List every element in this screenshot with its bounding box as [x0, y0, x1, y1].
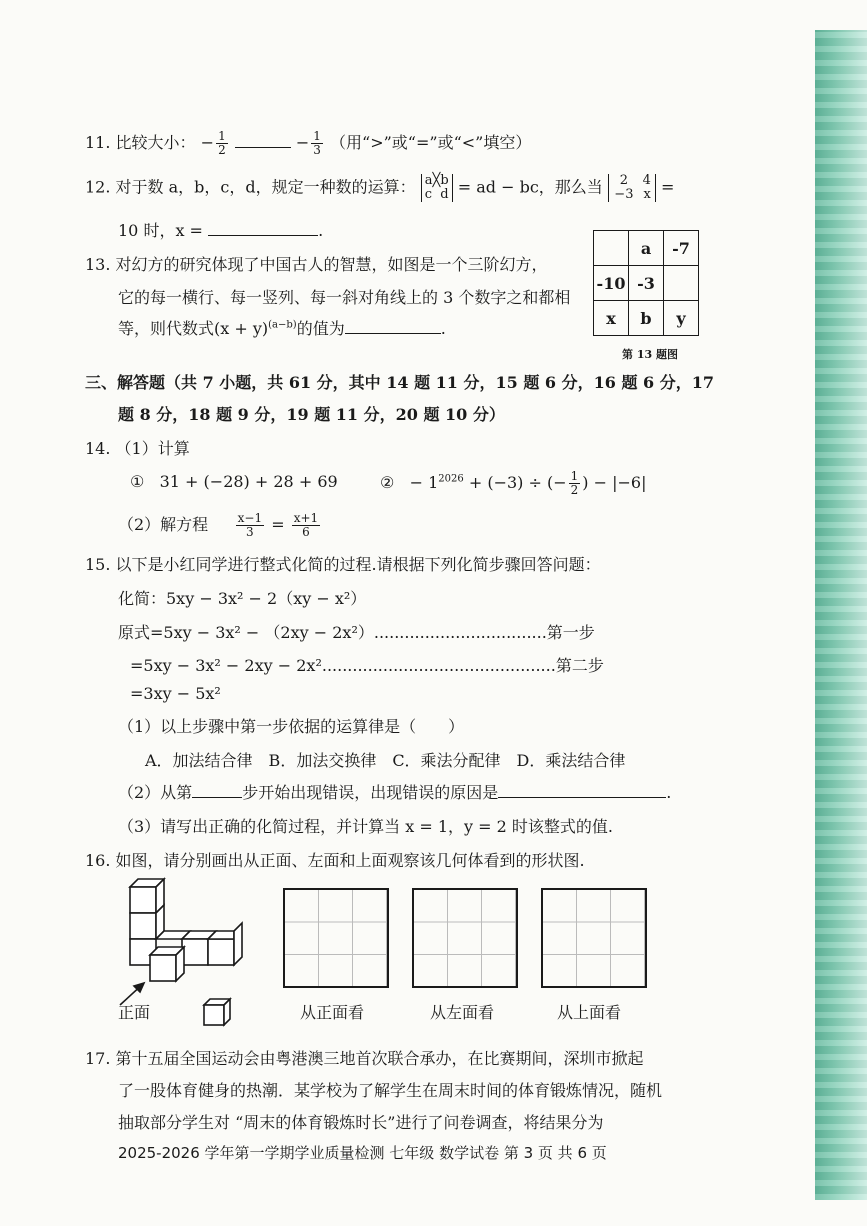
numerator: 1	[313, 129, 321, 143]
answer-blank[interactable]	[192, 797, 242, 798]
det-entry: b	[440, 173, 449, 188]
sub-question: （2）从第	[118, 783, 193, 802]
question-12	[85, 174, 674, 202]
period: .	[440, 319, 446, 338]
answer-blank[interactable]	[345, 333, 441, 334]
fill-instruction: （用“>”或“=”或“<”填空）	[330, 133, 532, 152]
circled-number: ①	[130, 472, 145, 491]
front-view-grid[interactable]	[283, 888, 389, 988]
math-expression: + (−3) ÷ (−	[468, 473, 567, 492]
magic-cell: x	[594, 301, 629, 336]
answer-blank[interactable]	[235, 147, 291, 148]
numerator: x+1	[293, 511, 319, 525]
question-13-line1	[85, 252, 548, 275]
step-line: =3xy − 5x²	[130, 684, 221, 703]
denominator: 2	[570, 483, 579, 497]
sub-question: （2）解方程	[118, 515, 209, 534]
denominator: 3	[246, 525, 254, 539]
denominator: 6	[302, 525, 310, 539]
det-entry: −3	[614, 187, 634, 202]
fraction	[216, 130, 228, 157]
det-entry: c	[424, 187, 433, 202]
sub-question-2	[118, 780, 671, 803]
magic-cell: -7	[664, 231, 699, 266]
question-text: 的值为	[296, 319, 345, 338]
question-text: 比较大小：	[115, 133, 196, 152]
question-17	[85, 1046, 644, 1069]
circled-number: ②	[380, 473, 395, 492]
expression-2	[380, 470, 646, 497]
answer-blank[interactable]	[498, 797, 666, 798]
top-view-grid[interactable]	[541, 888, 647, 988]
numerator: 1	[218, 129, 226, 143]
question-text: 等，则代数式(x + y)	[118, 319, 269, 338]
question-12-line2	[118, 218, 323, 241]
step-line: =5xy − 3x² − 2xy − 2x²..............................................第二步	[130, 656, 604, 675]
determinant-definition: a╳b c d	[421, 174, 453, 202]
section-heading-line2: 题 8 分，18 题 9 分，19 题 11 分，20 题 10 分）	[118, 405, 505, 424]
question-14-part2	[118, 512, 322, 539]
question-number: 11.	[85, 133, 111, 152]
magic-cell: a	[629, 231, 664, 266]
math-expression: 31 + (−28) + 28 + 69	[159, 472, 338, 491]
left-view-grid[interactable]	[412, 888, 518, 988]
question-text: = ad − bc，那么当	[457, 177, 603, 197]
question-14	[85, 436, 190, 459]
page-footer: 2025-2026 学年第一学期学业质量检测 七年级 数学试卷 第 3 页 共 6 页	[118, 1144, 607, 1162]
equals-sign: =	[660, 177, 675, 197]
sub-question: （1）计算	[115, 439, 190, 458]
question-text: 对幻方的研究体现了中国古人的智慧，如图是一个三阶幻方，	[115, 255, 548, 274]
question-15	[85, 552, 601, 575]
det-entry: d	[440, 187, 449, 202]
fraction	[236, 512, 264, 539]
minus-sign: −	[295, 133, 310, 152]
magic-cell: -3	[629, 266, 664, 301]
question-number: 14.	[85, 439, 111, 458]
minus-sign: −	[200, 133, 215, 152]
fraction	[311, 130, 323, 157]
question-number: 16.	[85, 851, 111, 870]
question-text: 以下是小红同学进行整式化简的过程.请根据下列化简步骤回答问题：	[115, 555, 601, 574]
exponent: (a−b)	[268, 319, 297, 331]
question-number: 17.	[85, 1049, 111, 1068]
period: .	[666, 783, 672, 802]
denominator: 3	[313, 143, 321, 157]
sub-question: （3）请写出正确的化简过程，并计算当 x = 1，y = 2 时该整式的值.	[118, 817, 614, 836]
answer-options: A．加法结合律 B．加法交换律 C．乘法分配律 D．乘法结合律	[145, 751, 626, 770]
front-label: 正面	[118, 1003, 151, 1022]
question-13-line2	[118, 285, 570, 308]
section-heading: 三、解答题（共 7 小题，共 61 分，其中 14 题 11 分，15 题 6 分，16 题 6 分，17	[85, 373, 714, 392]
sub-question: （1）以上步骤中第一步依据的运算律是（ ）	[118, 717, 465, 736]
question-text: 对于数 a，b，c，d，规定一种数的运算：	[115, 177, 416, 197]
grid-label-front: 从正面看	[300, 1003, 365, 1022]
sub-question: 步开始出现错误，出现错误的原因是	[242, 783, 499, 802]
question-13-line3	[118, 316, 446, 339]
expression-1	[130, 472, 338, 491]
numerator: x−1	[237, 511, 263, 525]
grid-label-top: 从上面看	[557, 1003, 622, 1022]
period: .	[318, 221, 324, 240]
question-17-line2: 了一股体育健身的热潮．某学校为了解学生在周末时间的体育锻炼情况，随机	[118, 1081, 663, 1100]
denominator: 2	[218, 143, 226, 157]
question-number: 13.	[85, 255, 111, 274]
scan-edge-strip	[815, 30, 867, 1200]
step-line: 原式=5xy − 3x² − （2xy − 2x²）..................................第一步	[118, 623, 595, 642]
magic-cell: -10	[594, 266, 629, 301]
figure-caption: 第 13 题图	[622, 348, 678, 361]
question-16	[85, 848, 585, 871]
det-entry: 2	[619, 173, 629, 188]
det-entry: a	[424, 173, 433, 188]
magic-cell	[594, 231, 629, 266]
grid-label-left: 从左面看	[430, 1003, 495, 1022]
question-17-line3: 抽取部分学生对 “周末的体育锻炼时长”进行了问卷调查，将结果分为	[118, 1113, 604, 1132]
question-11	[85, 130, 531, 157]
determinant-given	[608, 174, 656, 202]
question-text: 第十五届全国运动会由粤港澳三地首次联合承办，在比赛期间，深圳市掀起	[115, 1049, 644, 1068]
det-entry: x	[643, 187, 651, 202]
fraction	[569, 470, 581, 497]
math-expression: − 1	[409, 473, 439, 492]
question-text: 10 时，x =	[118, 221, 203, 240]
simplify-line: 化简：5xy − 3x² − 2（xy − x²）	[118, 589, 367, 608]
question-text: 如图，请分别画出从正面、左面和上面观察该几何体看到的形状图.	[115, 851, 585, 870]
det-entry: 4	[642, 173, 651, 188]
magic-square	[593, 230, 699, 336]
magic-cell	[664, 266, 699, 301]
answer-blank[interactable]	[208, 235, 318, 236]
question-number: 15.	[85, 555, 111, 574]
exponent: 2026	[438, 473, 464, 485]
equals-sign: =	[271, 515, 285, 534]
magic-cell: y	[664, 301, 699, 336]
math-expression: ) − |−6|	[582, 473, 647, 492]
numerator: 1	[570, 469, 579, 483]
question-text: 它的每一横行、每一竖列、每一斜对角线上的 3 个数字之和都相	[118, 288, 571, 307]
question-number: 12.	[85, 177, 111, 197]
fraction	[292, 512, 320, 539]
magic-cell: b	[629, 301, 664, 336]
